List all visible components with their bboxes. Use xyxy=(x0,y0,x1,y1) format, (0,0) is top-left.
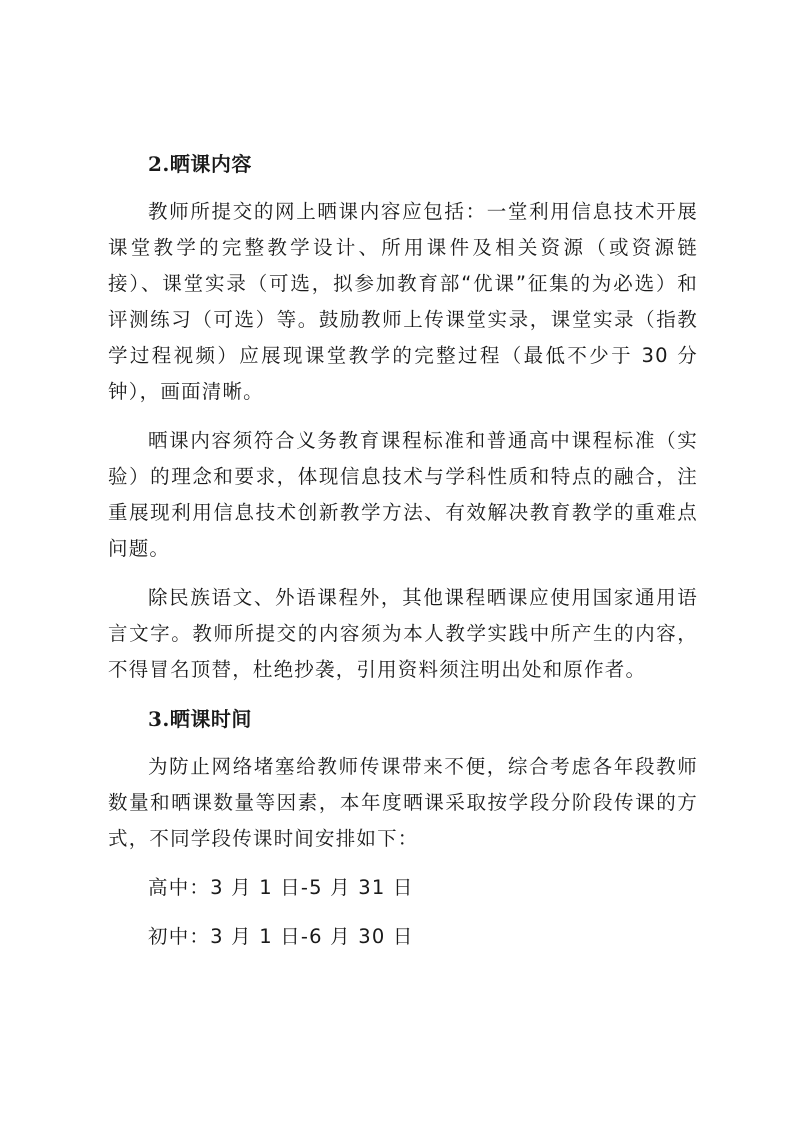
document-body xyxy=(108,146,698,955)
paragraph: 除民族语文、外语课程外，其他课程晒课应使用国家通用语言文字。教师所提交的内容须为本人教学实践中所产生的内容，不得冒名顶替，杜绝抄袭，引用资料须注明出处和原作者。 xyxy=(108,586,698,681)
schedule-junior-high: 初中：3 月 1 日-6 月 30 日 xyxy=(148,925,414,948)
schedule-high-school: 高中：3 月 1 日-5 月 31 日 xyxy=(148,876,414,899)
paragraph: 为防止网络堵塞给教师传课带来不便，综合考虑各年段教师数量和晒课数量等因素，本年度晒课采取按学段分阶段传课的方式，不同学段传课时间安排如下： xyxy=(108,755,698,850)
section-heading-content: 2.晒课内容 xyxy=(148,152,252,176)
section-heading-time: 3.晒课时间 xyxy=(148,707,252,731)
paragraph: 教师所提交的网上晒课内容应包括：一堂利用信息技术开展课堂教学的完整教学设计、所用课件及相关资源（或资源链接）、课堂实录（可选，拟参加教育部“优课”征集的为必选）和评测练习（可选）等。鼓励教师上传课堂实录，课堂实录（指教学过程视频）应展现课堂教学的完整过程（最低不少于 30 分钟），画面清晰。 xyxy=(108,200,698,403)
paragraph: 晒课内容须符合义务教育课程标准和普通高中课程标准（实验）的理念和要求，体现信息技术与学科性质和特点的融合，注重展现利用信息技术创新教学方法、有效解决教育教学的重难点问题。 xyxy=(108,429,698,560)
